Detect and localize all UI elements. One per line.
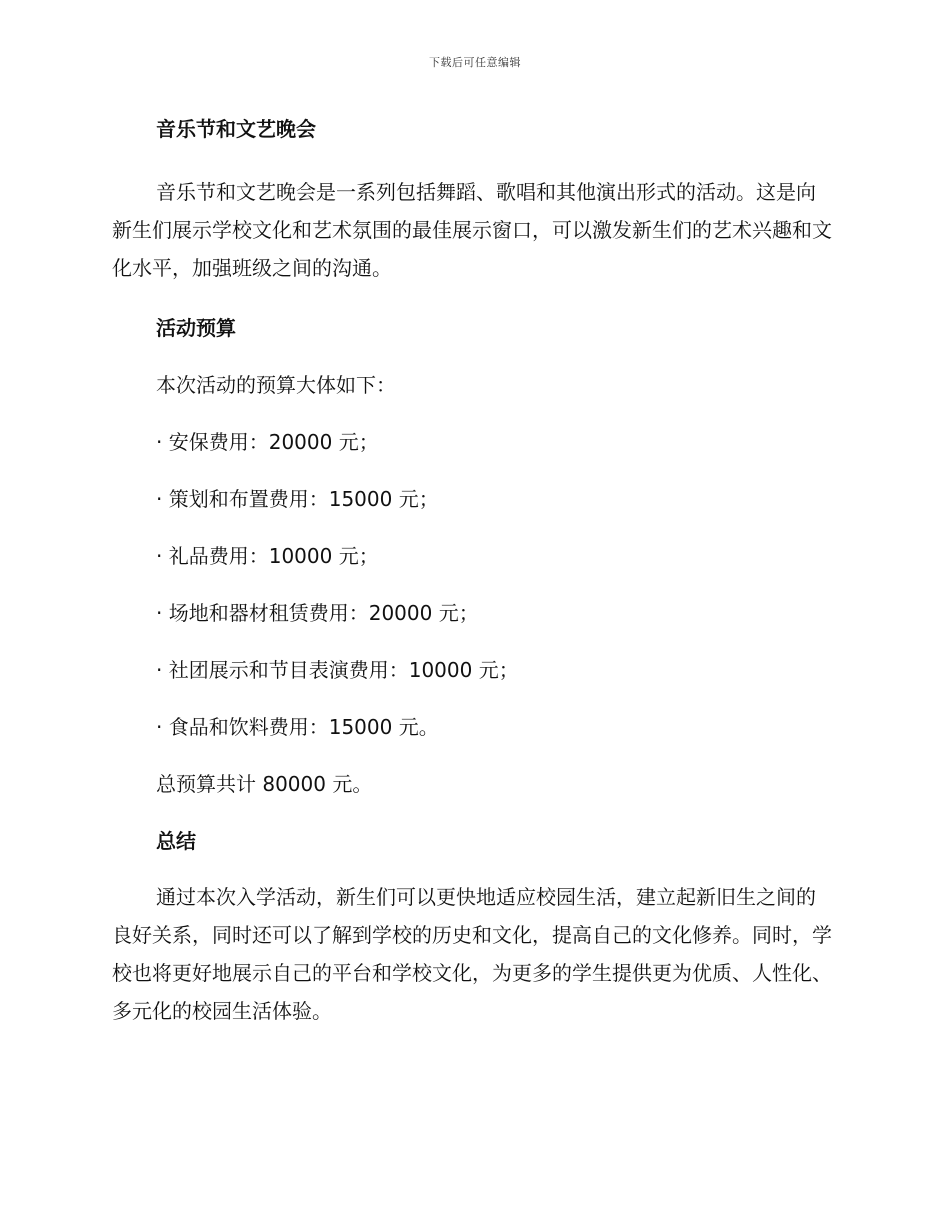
budget-item-gifts: · 礼品费用：10000 元； <box>156 544 379 568</box>
section-heading-music-festival: 音乐节和文艺晚会 <box>156 117 316 141</box>
paragraph-summary: 通过本次入学活动，新生们可以更快地适应校园生活，建立起新旧生之间的良好关系，同时还可以了解到学校的历史和文化，提高自己的文化修养。同时，学校也将更好地展示自己的平台和学校文化，为更多的学生提供更为优质、人性化、多元化的校园生活体验。 <box>112 885 832 1023</box>
budget-item-food: · 食品和饮料费用：15000 元。 <box>156 715 439 739</box>
budget-item-performances: · 社团展示和节目表演费用：10000 元； <box>156 658 519 682</box>
budget-item-security: · 安保费用：20000 元； <box>156 430 379 454</box>
budget-intro: 本次活动的预算大体如下： <box>156 373 396 397</box>
document-body <box>112 114 832 1030</box>
section-heading-summary: 总结 <box>156 829 196 853</box>
budget-item-planning: · 策划和布置费用：15000 元； <box>156 487 439 511</box>
section-heading-budget: 活动预算 <box>156 316 236 340</box>
budget-item-venue: · 场地和器材租赁费用：20000 元； <box>156 601 479 625</box>
paragraph-music-festival: 音乐节和文艺晚会是一系列包括舞蹈、歌唱和其他演出形式的活动。这是向新生们展示学校文化和艺术氛围的最佳展示窗口，可以激发新生们的艺术兴趣和文化水平，加强班级之间的沟通。 <box>112 180 832 280</box>
page-header: 下载后可任意编辑 <box>429 56 521 69</box>
budget-total: 总预算共计 80000 元。 <box>156 772 373 796</box>
